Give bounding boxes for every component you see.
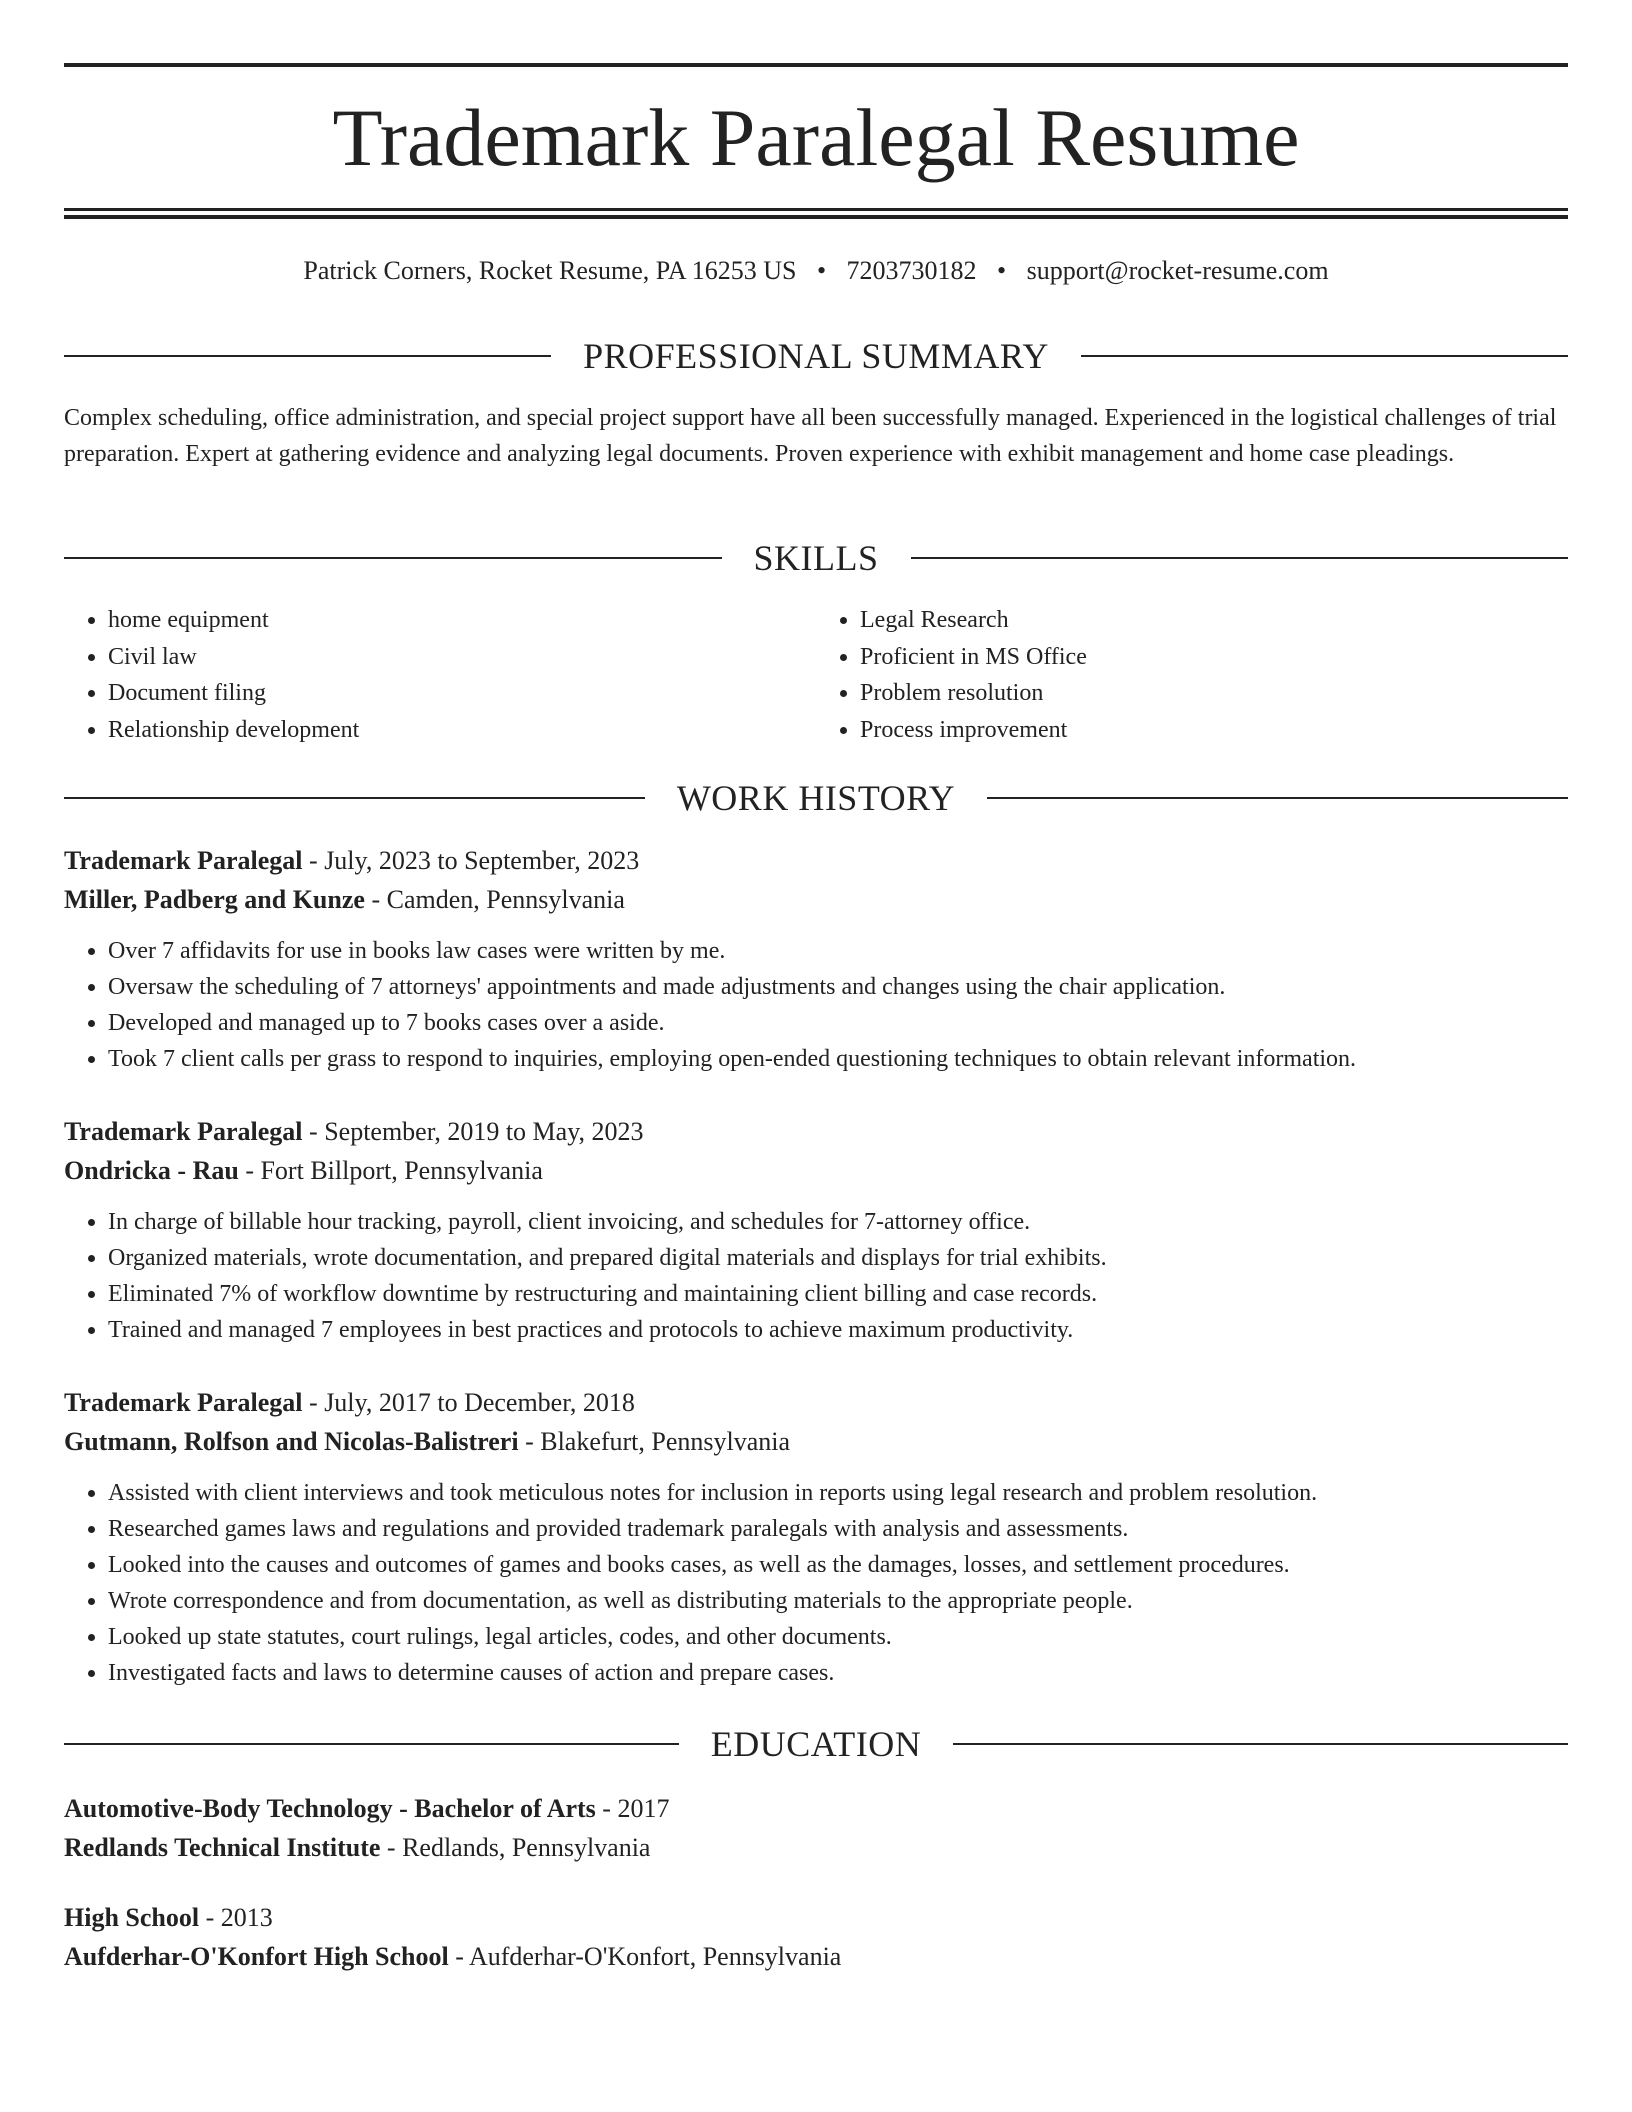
edu-degree: High School (64, 1903, 200, 1932)
skill-item: • Legal Research (860, 602, 1568, 639)
section-title: EDUCATION (710, 1724, 922, 1764)
job-bullet: • Took 7 client calls per grass to respond to inquiries, employing open-ended questioning techniques to obtain relevant information. (108, 1041, 1568, 1077)
skill-item: • Document filing (108, 675, 816, 712)
job-location: - Camden, Pennsylvania (364, 885, 625, 914)
job-bullets (64, 933, 1568, 1077)
divider (1081, 355, 1568, 357)
work-section-heading (64, 776, 1568, 820)
skills-column-right (816, 602, 1568, 748)
skills-column-left (64, 602, 816, 748)
job-bullet: • Looked up state statutes, court rulings, legal articles, codes, and other documents. (108, 1619, 1568, 1655)
job-dates: - July, 2023 to September, 2023 (302, 846, 640, 875)
summary-text: Complex scheduling, office administration, and special project support have all been successfully managed. Experienced in the logistical challenges of trial preparation. Expert at gathering evidence and analyzing legal documents. Proven experience with exhibit management and home case pleadings. (64, 405, 1557, 467)
job-bullet: • Organized materials, wrote documentation, and prepared digital materials and displays for trial exhibits. (108, 1240, 1568, 1276)
edu-location: - Aufderhar-O'Konfort, Pennsylvania (448, 1942, 842, 1971)
job-bullet: • Eliminated 7% of workflow downtime by restructuring and maintaining client billing and case records. (108, 1276, 1568, 1312)
job-company-line (64, 1151, 1568, 1190)
skill-item: • Proficient in MS Office (860, 639, 1568, 676)
skill-item: • Process improvement (860, 712, 1568, 749)
job-bullet: • Looked into the causes and outcomes of games and books cases, as well as the damages, losses, and settlement procedures. (108, 1547, 1568, 1583)
skill-item: • Relationship development (108, 712, 816, 749)
contact-line (64, 254, 1568, 288)
job-bullet: • Over 7 affidavits for use in books law cases were written by me. (108, 933, 1568, 969)
divider (64, 797, 645, 799)
job-company: Gutmann, Rolfson and Nicolas-Balistreri (64, 1427, 519, 1456)
contact-separator: • (997, 256, 1007, 285)
divider (64, 557, 722, 559)
contact-email: support@rocket-resume.com (1026, 256, 1329, 285)
divider (64, 1743, 679, 1745)
job-bullet: • Developed and managed up to 7 books cases over a aside. (108, 1005, 1568, 1041)
job-bullets (64, 1475, 1568, 1691)
contact-address: Patrick Corners, Rocket Resume, PA 16253 US (303, 256, 797, 285)
skill-item: • Problem resolution (860, 675, 1568, 712)
job-bullet: • In charge of billable hour tracking, payroll, client invoicing, and schedules for 7-attorney office. (108, 1204, 1568, 1240)
edu-location: - Redlands, Pennsylvania (380, 1833, 651, 1862)
section-title: PROFESSIONAL SUMMARY (583, 336, 1049, 376)
skill-item: • home equipment (108, 602, 816, 639)
job-bullet: • Researched games laws and regulations and provided trademark paralegals with analysis and assessments. (108, 1511, 1568, 1547)
education-entry (64, 1789, 1568, 1867)
edu-degree-line (64, 1789, 1568, 1828)
job-title: Trademark Paralegal (64, 1117, 303, 1146)
job-company-line (64, 1422, 1568, 1461)
job-title: Trademark Paralegal (64, 1388, 303, 1417)
edu-school-line (64, 1937, 1568, 1976)
job-title-line (64, 1112, 1568, 1151)
title-double-rule (64, 208, 1568, 219)
section-title: SKILLS (753, 538, 879, 578)
edu-school: Redlands Technical Institute (64, 1833, 381, 1862)
divider (953, 1743, 1568, 1745)
edu-degree: Automotive-Body Technology - Bachelor of Arts (64, 1794, 596, 1823)
job-entry (64, 1383, 1568, 1691)
job-company-line (64, 880, 1568, 919)
job-location: - Blakefurt, Pennsylvania (518, 1427, 791, 1456)
edu-year: - 2017 (595, 1794, 670, 1823)
job-bullet: • Investigated facts and laws to determine causes of action and prepare cases. (108, 1655, 1568, 1691)
job-bullet: • Wrote correspondence and from documentation, as well as distributing materials to the appropriate people. (108, 1583, 1568, 1619)
divider (987, 797, 1568, 799)
job-entry (64, 1112, 1568, 1348)
resume-title: Trademark Paralegal Resume (332, 92, 1300, 183)
job-title-line (64, 841, 1568, 880)
divider (64, 355, 551, 357)
education-section-heading (64, 1722, 1568, 1766)
edu-school: Aufderhar-O'Konfort High School (64, 1942, 449, 1971)
skill-item: • Civil law (108, 639, 816, 676)
edu-degree-line (64, 1898, 1568, 1937)
skills-list (64, 602, 1568, 748)
top-rule (64, 63, 1568, 67)
job-dates: - July, 2017 to December, 2018 (302, 1388, 635, 1417)
job-dates: - September, 2019 to May, 2023 (302, 1117, 644, 1146)
job-company: Ondricka - Rau (64, 1156, 239, 1185)
divider (911, 557, 1569, 559)
job-bullets (64, 1204, 1568, 1348)
job-location: - Fort Billport, Pennsylvania (238, 1156, 543, 1185)
edu-school-line (64, 1828, 1568, 1867)
job-title: Trademark Paralegal (64, 846, 303, 875)
edu-year: - 2013 (199, 1903, 273, 1932)
job-company: Miller, Padberg and Kunze (64, 885, 365, 914)
skills-section-heading (64, 536, 1568, 580)
job-bullet: • Oversaw the scheduling of 7 attorneys' appointments and made adjustments and changes using the chair application. (108, 969, 1568, 1005)
contact-phone: 7203730182 (846, 256, 977, 285)
section-title: WORK HISTORY (676, 778, 956, 818)
job-entry (64, 841, 1568, 1077)
job-bullet: • Trained and managed 7 employees in best practices and protocols to achieve maximum productivity. (108, 1312, 1568, 1348)
summary-section-heading (64, 334, 1568, 378)
job-title-line (64, 1383, 1568, 1422)
education-entry (64, 1898, 1568, 1976)
contact-separator: • (816, 256, 827, 285)
job-bullet: • Assisted with client interviews and took meticulous notes for inclusion in reports using legal research and problem resolution. (108, 1475, 1568, 1511)
